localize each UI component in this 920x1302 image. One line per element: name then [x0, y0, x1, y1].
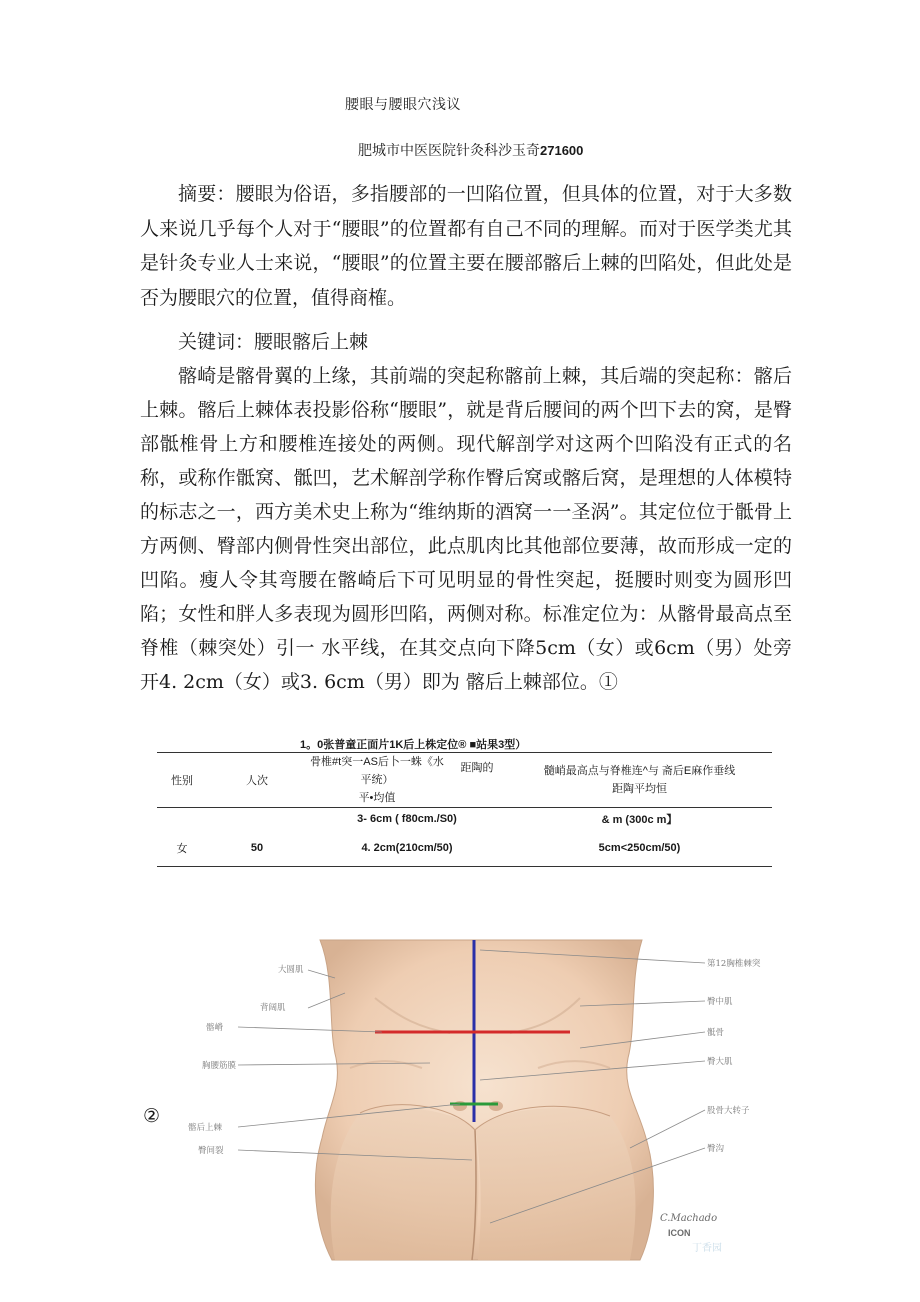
label-t12-spinous: 第12胸椎棘突: [707, 959, 761, 969]
table-header-row: [157, 753, 772, 808]
label-teres-major: 大圆肌: [278, 965, 304, 975]
label-latissimus: 背阔肌: [260, 1003, 286, 1013]
author-text: 肥城市中医医院针灸科沙玉奇: [358, 143, 540, 159]
header-count: 人次: [207, 753, 307, 808]
cell-sex: [157, 808, 207, 831]
table-row: [157, 808, 772, 831]
abstract-paragraph: 摘要：腰眼为俗语，多指腰部的一凹陷位置，但具体的位置，对于大多数人来说几乎每个人对于“腰眼”的位置都有自己不同的理解。而对于医学类尤其是针灸专业人士来说，“腰眼”的位置主要在腰部髂后上棘的凹陷处，但此处是否为腰眼穴的位置，值得商榷。: [140, 183, 792, 309]
cell-col5: 5cm<250cm/50): [507, 830, 772, 867]
artist-signature: C.Machado: [660, 1213, 718, 1224]
table-caption: 1。0张普童正面片1K后上株定位® ■站果3型）: [300, 739, 527, 751]
header-col5-line2: 距陶平均恒: [612, 783, 667, 795]
cell-count: 50: [207, 830, 307, 867]
header-col5: [507, 753, 772, 808]
label-iliac-crest: 髂嵴: [206, 1023, 224, 1033]
anatomy-figure: [160, 938, 761, 1260]
label-thoracolumbar-fascia: 胸腰筋膜: [202, 1061, 237, 1071]
keywords-paragraph: 关键词：腰眼髂后上棘: [178, 331, 369, 353]
header-col5-line1: 髓峭最高点与脊椎连^与 斋后E麻作垂线: [543, 765, 736, 777]
label-greater-trochanter: 股骨大转子: [707, 1106, 750, 1116]
header-col3-line1: 骨椎#t突一AS后卜一蛛《水平统）: [310, 756, 444, 786]
body-paragraph: 髂崎是髂骨翼的上缘，其前端的突起称髂前上棘，其后端的突起称：髂后上棘。髂后上棘体表投影俗称“腰眼”，就是背后腰间的两个凹下去的窝，是臀部骶椎骨上方和腰椎连接处的两侧。现代解剖学对这两个凹陷没有正式的名称，或称作骶窝、骶凹，艺术解剖学称作臀后窝或髂后窝，是理想的人体模特的标志之一，西方美术史上称为“维纳斯的酒窝一一圣涡”。其定位位于骶骨上方两侧、臀部内侧骨性突出部位，此点肌肉比其他部位要薄，故而形成一定的凹陷。瘦人令其弯腰在髂崎后下可见明显的骨性突起，挺腰时则变为圆形凹陷；女性和胖人多表现为圆形凹陷，两侧对称。标准定位为：从髂骨最高点至脊椎（棘突处）引一 水平线，在其交点向下降5cm（女）或6cm（男）处旁开4. 2cm（女）或3. 6cm（男）即为 髂后上棘部位。①: [140, 365, 792, 693]
lower-back-illustration: [160, 938, 761, 1260]
table-row: [157, 830, 772, 867]
label-gluteus-medius: 臀中肌: [707, 997, 733, 1007]
cell-col3: 3- 6cm ( f80cm./S0): [307, 808, 507, 831]
document-title: 腰眼与腰眼穴浅议: [345, 97, 461, 113]
header-col3-line2: 平•均值: [358, 792, 396, 804]
cell-col3: 4. 2cm(210cm/50): [307, 830, 507, 867]
cell-count: [207, 808, 307, 831]
label-psis: 髂后上棘: [188, 1123, 223, 1133]
header-sex: 性别: [157, 753, 207, 808]
header-col3: [307, 753, 447, 808]
author-line: [358, 140, 583, 160]
label-sacrum: 骶骨: [707, 1028, 725, 1038]
torso-shape: [315, 940, 653, 1260]
cell-sex: 女: [157, 830, 207, 867]
label-gluteus-maximus: 臀大肌: [707, 1057, 733, 1067]
label-gluteal-cleft: 臀间裂: [198, 1146, 224, 1156]
psis-location-table: [157, 752, 772, 867]
figure-number: ②: [143, 1105, 161, 1127]
watermark: 丁香园: [692, 1243, 722, 1254]
cell-col5: & m (300c m】: [507, 808, 772, 831]
label-gluteal-fold: 臀沟: [707, 1144, 725, 1154]
header-col4: 距陶的: [447, 753, 507, 808]
author-code: 271600: [540, 143, 584, 158]
brand-mark: ICON: [668, 1228, 691, 1238]
